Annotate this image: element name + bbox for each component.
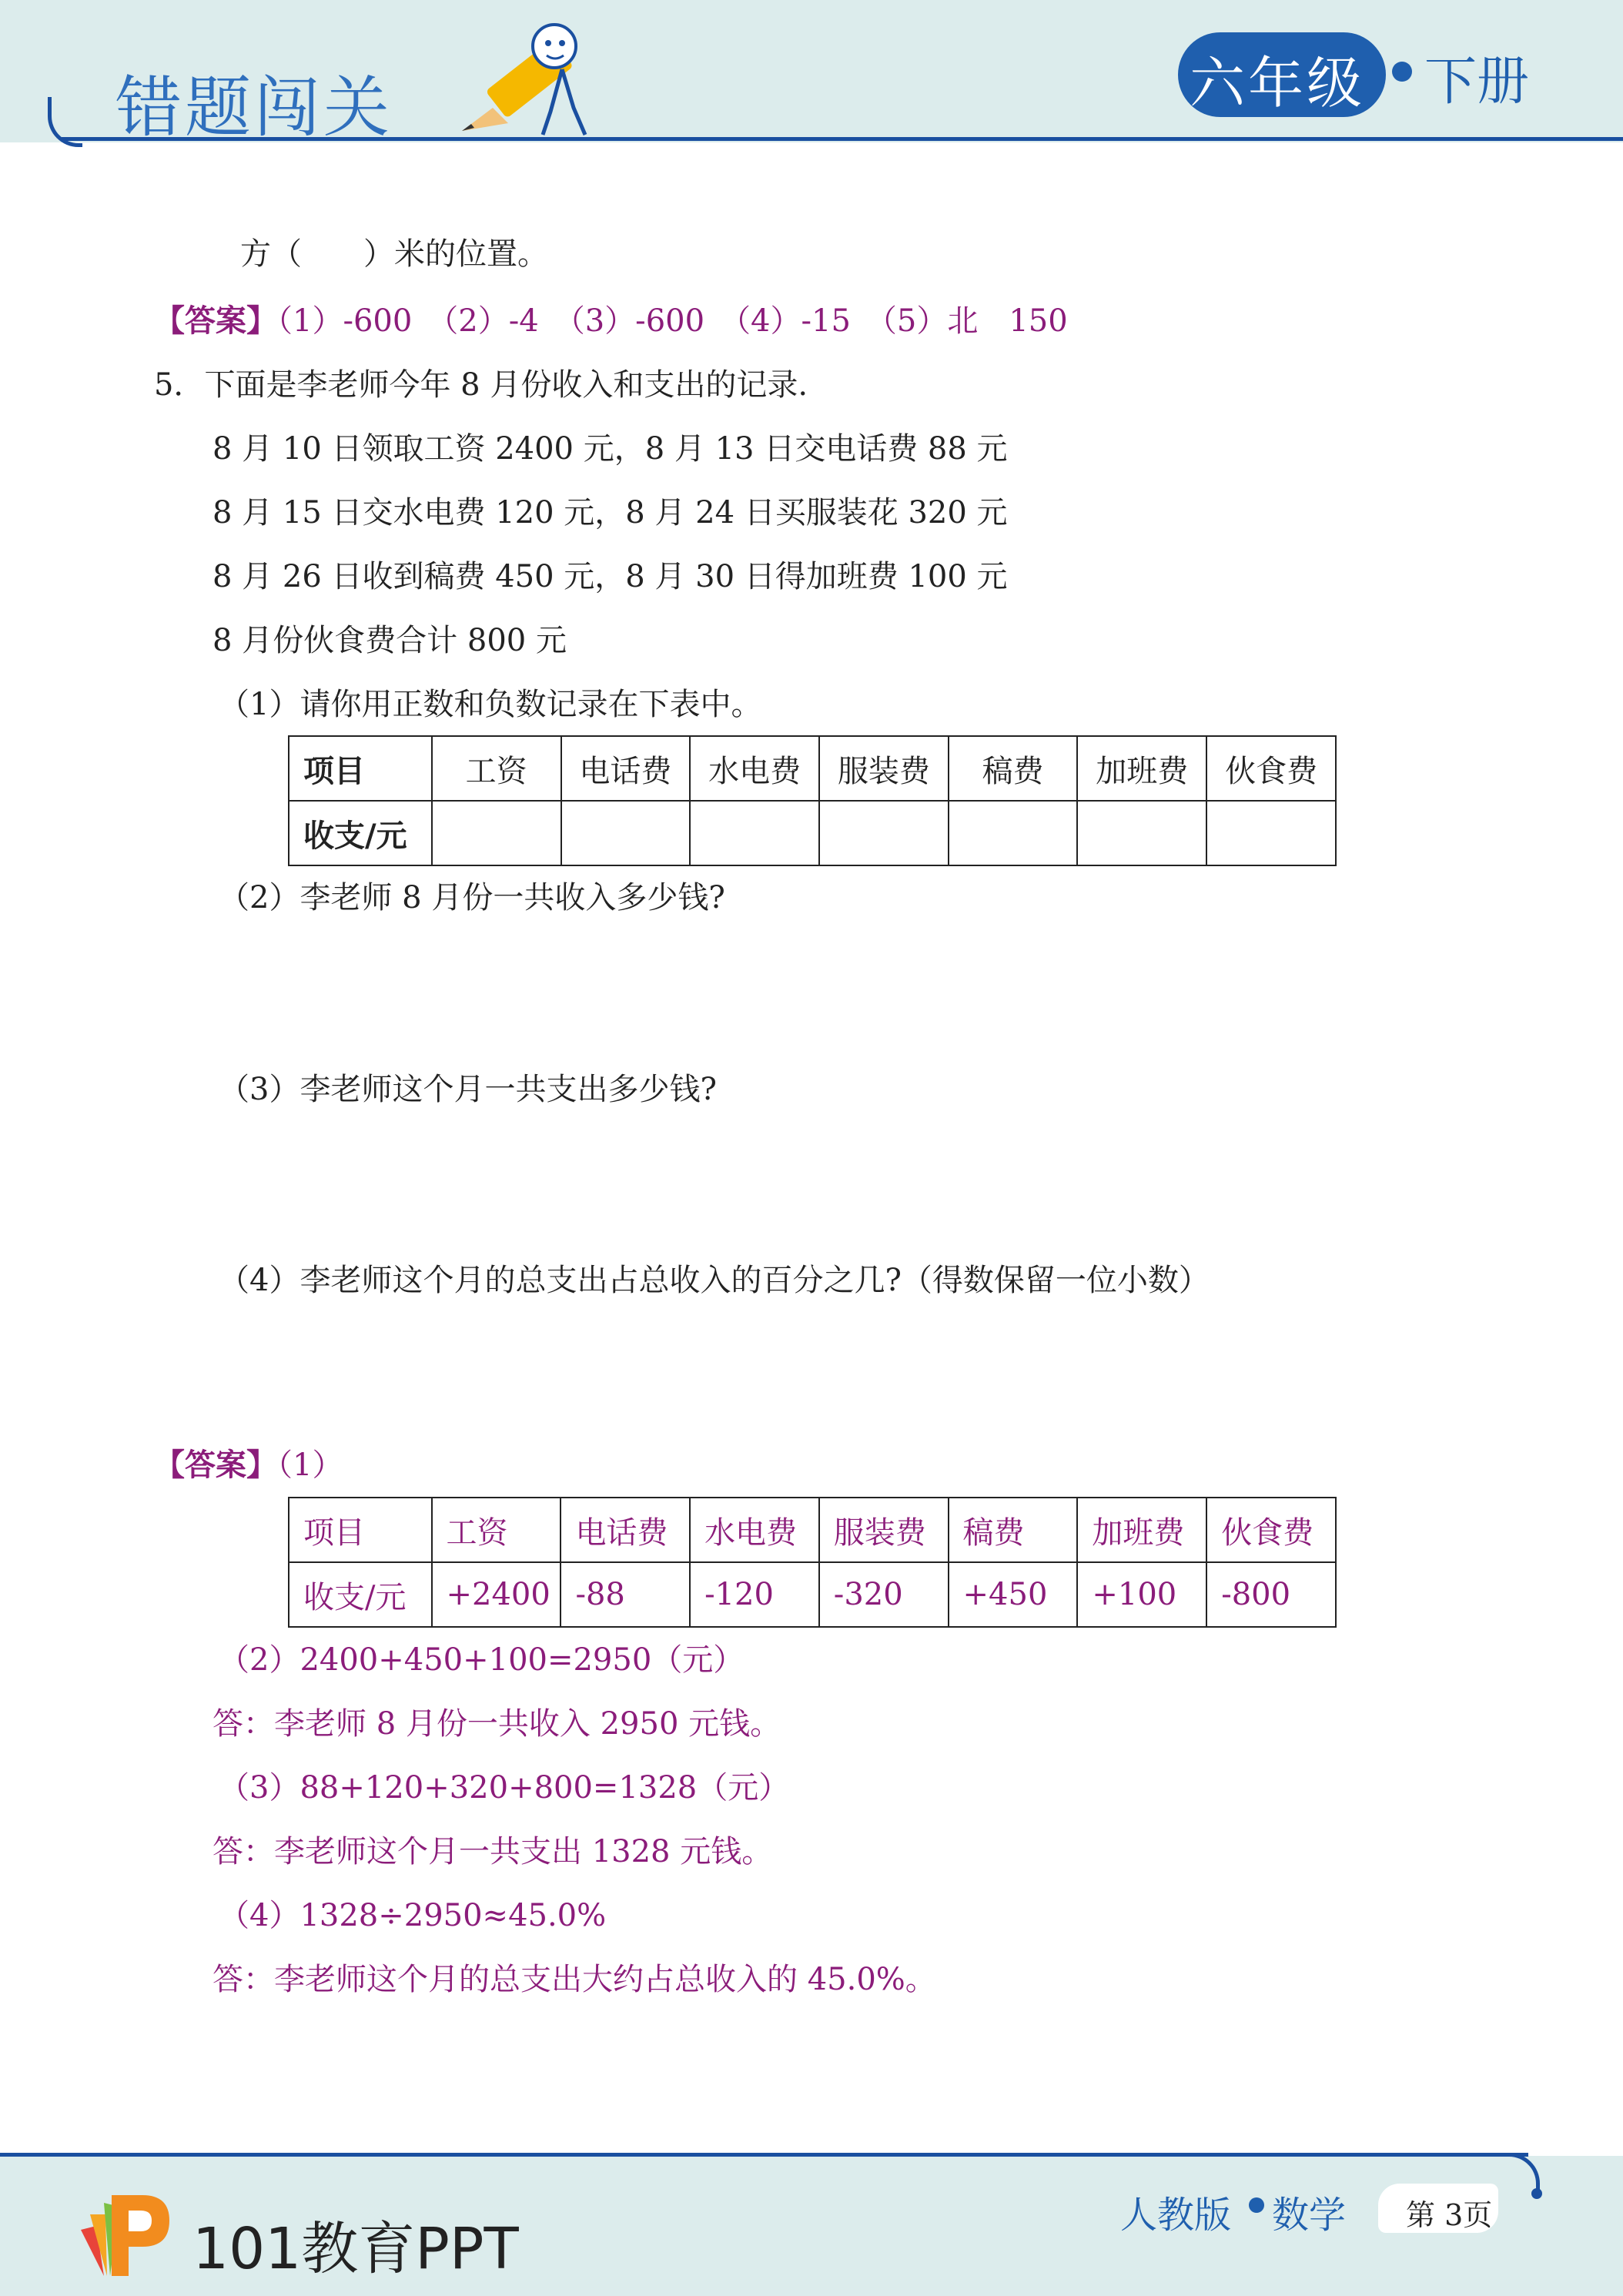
blank-record-table	[288, 735, 1337, 866]
table-cell: +450	[949, 1562, 1078, 1627]
table-header-cell: 水电费	[690, 1498, 819, 1562]
answer-record-table	[288, 1497, 1337, 1628]
blank-cell[interactable]	[819, 801, 949, 865]
footer-divider	[0, 2153, 1528, 2157]
intro-line: 方（ ）米的位置。	[240, 236, 548, 272]
pencil-mascot-icon	[447, 15, 601, 139]
table-cell: -120	[690, 1562, 819, 1627]
table-cell: -88	[561, 1562, 690, 1627]
table-header-cell: 项目	[289, 736, 432, 801]
table-header-cell: 加班费	[1077, 736, 1206, 801]
table-header-cell: 稿费	[949, 1498, 1078, 1562]
table-header-cell: 工资	[432, 1498, 561, 1562]
table-row	[289, 1498, 1336, 1562]
edition-separator-dot	[1249, 2197, 1264, 2213]
subquestion-2: （2）李老师 8 月份一共收入多少钱?	[219, 880, 725, 915]
table-header-cell: 工资	[432, 736, 561, 801]
blank-cell[interactable]	[1077, 801, 1206, 865]
answer-line: 答：李老师 8 月份一共收入 2950 元钱。	[212, 1706, 781, 1742]
answer-label: 【答案】	[154, 303, 277, 339]
volume-label: 下册	[1424, 52, 1530, 112]
brand-name: 101教育PPT	[192, 2216, 519, 2282]
answer-line: 答：李老师这个月的总支出大约占总收入的 45.0%。	[212, 1962, 936, 1997]
table-header-cell: 项目	[289, 1498, 432, 1562]
blank-cell[interactable]	[690, 801, 819, 865]
answer-label: 【答案】	[154, 1447, 277, 1483]
brand-logo-icon	[73, 2184, 173, 2284]
edition-label: 人教版	[1120, 2194, 1232, 2237]
table-header-cell: 电话费	[561, 1498, 690, 1562]
table-header-cell: 伙食费	[1206, 736, 1336, 801]
table-cell: +2400	[432, 1562, 561, 1627]
table-header-cell: 伙食费	[1206, 1498, 1336, 1562]
table-header-cell: 电话费	[561, 736, 691, 801]
table-header-cell: 加班费	[1077, 1498, 1206, 1562]
record-line: 8 月 10 日领取工资 2400 元，8 月 13 日交电话费 88 元	[212, 431, 1008, 467]
blank-cell[interactable]	[949, 801, 1078, 865]
answer-line: （3）88+120+320+800=1328（元）	[219, 1770, 790, 1806]
table-row	[289, 801, 1336, 865]
table-row	[289, 1562, 1336, 1627]
table-row-label: 收支/元	[289, 801, 432, 865]
header-title: 错题闯关	[115, 69, 393, 146]
previous-answer-text: （1）-600 （2）-4 （3）-600 （4）-15 （5）北 150	[277, 303, 1068, 339]
answer-header	[154, 1447, 343, 1483]
grade-label: 六年级	[1190, 51, 1366, 115]
answer-line: 答：李老师这个月一共支出 1328 元钱。	[212, 1834, 773, 1869]
table-cell: -320	[819, 1562, 949, 1627]
blank-cell[interactable]	[1206, 801, 1336, 865]
record-line: 8 月 26 日收到稿费 450 元，8 月 30 日得加班费 100 元	[212, 559, 1008, 594]
grade-separator-dot	[1392, 62, 1412, 82]
blank-cell[interactable]	[432, 801, 561, 865]
page-number: 第 3页	[1406, 2198, 1493, 2232]
blank-cell[interactable]	[561, 801, 691, 865]
table-header-cell: 水电费	[690, 736, 819, 801]
answer-line: （4）1328÷2950≈45.0%	[219, 1898, 607, 1933]
table-cell: +100	[1077, 1562, 1206, 1627]
question-title: 5．下面是李老师今年 8 月份收入和支出的记录.	[154, 367, 808, 403]
record-line: 8 月 15 日交水电费 120 元，8 月 24 日买服装花 320 元	[212, 495, 1008, 530]
table-row	[289, 736, 1336, 801]
answer-part1: （1）	[277, 1448, 343, 1483]
subject-label: 数学	[1272, 2194, 1347, 2237]
subquestion-1: （1）请你用正数和负数记录在下表中。	[219, 687, 762, 722]
answer-line: （2）2400+450+100=2950（元）	[219, 1642, 745, 1678]
subquestion-3: （3）李老师这个月一共支出多少钱?	[219, 1072, 717, 1107]
previous-answer	[154, 303, 1068, 339]
table-header-cell: 服装费	[819, 1498, 949, 1562]
table-header-cell: 稿费	[949, 736, 1078, 801]
table-cell: -800	[1206, 1562, 1336, 1627]
table-row-label: 收支/元	[289, 1562, 432, 1627]
subquestion-4: （4）李老师这个月的总支出占总收入的百分之几?（得数保留一位小数）	[219, 1263, 1210, 1298]
record-line: 8 月份伙食费合计 800 元	[212, 623, 567, 658]
table-header-cell: 服装费	[819, 736, 949, 801]
footer-dot-decoration	[1531, 2188, 1542, 2199]
